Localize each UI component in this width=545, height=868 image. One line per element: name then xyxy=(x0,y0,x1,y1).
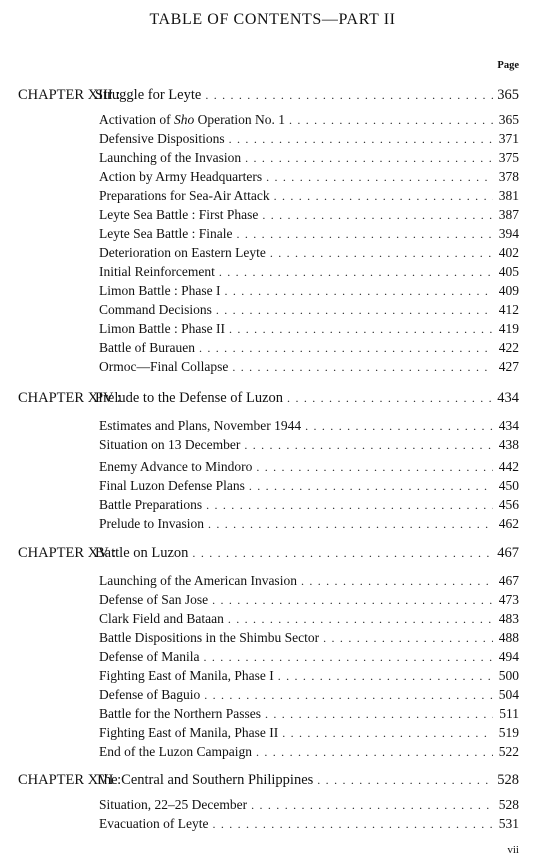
chapter-title: Battle on Luzon xyxy=(95,545,189,561)
entry-page: 467 xyxy=(498,573,519,588)
entry-page: 365 xyxy=(498,112,519,127)
entry-title: Preparations for Sea-Air Attack xyxy=(99,188,270,203)
entry-page: 519 xyxy=(498,725,519,740)
leader-dots xyxy=(192,544,493,562)
entry-page: 419 xyxy=(498,321,519,336)
leader-dots xyxy=(228,610,493,628)
leader-dots xyxy=(270,244,493,262)
entry-title: Launching of the Invasion xyxy=(99,150,242,165)
entry-page: 422 xyxy=(498,340,519,355)
leader-dots xyxy=(206,496,493,514)
entry-title: Enemy Advance to Mindoro xyxy=(99,459,253,474)
entry-title: Deterioration on Eastern Leyte xyxy=(99,245,266,260)
toc-entry xyxy=(99,515,519,533)
entry-title: Command Decisions xyxy=(99,302,212,317)
entry-title: Defense of Baguio xyxy=(99,687,201,702)
leader-dots xyxy=(216,301,493,319)
leader-dots xyxy=(274,187,493,205)
entry-page: 412 xyxy=(498,302,519,317)
leader-dots xyxy=(229,320,493,338)
chapter-heading xyxy=(18,771,519,789)
chapter-number: CHAPTER XVI : xyxy=(18,772,122,788)
leader-dots xyxy=(323,629,493,647)
leader-dots xyxy=(219,263,493,281)
page-column-label: Page xyxy=(497,60,519,71)
entry-title: Prelude to Invasion xyxy=(99,516,204,531)
entry-title: Ormoc—Final Collapse xyxy=(99,359,229,374)
entry-page: 402 xyxy=(498,245,519,260)
toc-entry xyxy=(99,796,519,814)
entry-page: 375 xyxy=(498,150,519,165)
toc-entry xyxy=(99,477,519,495)
chapter-page: 467 xyxy=(497,545,519,561)
entry-page: 381 xyxy=(498,188,519,203)
chapter-page: 365 xyxy=(497,87,519,103)
entry-page: 504 xyxy=(498,687,519,702)
toc-entry xyxy=(99,358,519,376)
chapter-page: 434 xyxy=(497,390,519,406)
leader-dots xyxy=(212,815,493,833)
leader-dots xyxy=(245,149,493,167)
entry-page: 394 xyxy=(498,226,519,241)
entry-title: Battle for the Northern Passes xyxy=(99,706,261,721)
entry-title: Initial Reinforcement xyxy=(99,264,215,279)
chapter-heading xyxy=(18,389,519,407)
leader-dots xyxy=(266,168,493,186)
entry-page: 473 xyxy=(498,592,519,607)
chapter-heading xyxy=(18,86,519,104)
entry-title: Battle Preparations xyxy=(99,497,203,512)
entry-page: 456 xyxy=(498,497,519,512)
leader-dots xyxy=(232,358,493,376)
leader-dots xyxy=(301,572,493,590)
leader-dots xyxy=(236,225,493,243)
leader-dots xyxy=(224,282,493,300)
entry-title: Evacuation of Leyte xyxy=(99,816,209,831)
entry-page: 450 xyxy=(498,478,519,493)
leader-dots xyxy=(265,705,493,723)
entry-title: Battle Dispositions in the Shimbu Sector xyxy=(99,630,320,645)
entry-title: Defense of Manila xyxy=(99,649,200,664)
toc-entry xyxy=(99,591,519,609)
leader-dots xyxy=(251,796,493,814)
leader-dots xyxy=(249,477,493,495)
chapter-number: CHAPTER XIV : xyxy=(18,390,121,406)
toc-entry xyxy=(99,225,519,243)
toc-entry xyxy=(99,417,519,435)
entry-page: 522 xyxy=(498,744,519,759)
entry-title: Estimates and Plans, November 1944 xyxy=(99,418,302,433)
toc-entry xyxy=(99,263,519,281)
entry-page: 488 xyxy=(498,630,519,645)
entry-title: Defense of San Jose xyxy=(99,592,209,607)
toc-entry xyxy=(99,149,519,167)
toc-entry xyxy=(99,187,519,205)
entry-title: Limon Battle : Phase II xyxy=(99,321,225,336)
toc-entry xyxy=(99,436,519,454)
entry-title: Leyte Sea Battle : First Phase xyxy=(99,207,259,222)
entry-title: Fighting East of Manila, Phase II xyxy=(99,725,279,740)
entry-title: End of the Luzon Campaign xyxy=(99,744,252,759)
entry-title: Situation, 22–25 December xyxy=(99,797,248,812)
entry-page: 378 xyxy=(498,169,519,184)
toc-entry xyxy=(99,130,519,148)
entry-page: 371 xyxy=(498,131,519,146)
entry-title: Leyte Sea Battle : Finale xyxy=(99,226,233,241)
toc-entry xyxy=(99,339,519,357)
entry-title: Battle of Burauen xyxy=(99,340,195,355)
leader-dots xyxy=(203,648,493,666)
entry-page: 409 xyxy=(498,283,519,298)
entry-title: Defensive Dispositions xyxy=(99,131,225,146)
toc-entry xyxy=(99,282,519,300)
entry-title: Activation of Sho Operation No. 1 xyxy=(99,112,285,127)
toc-entry xyxy=(99,111,519,129)
entry-title: Final Luzon Defense Plans xyxy=(99,478,245,493)
leader-dots xyxy=(256,743,493,761)
leader-dots xyxy=(305,417,493,435)
toc-entry xyxy=(99,686,519,704)
entry-page: 442 xyxy=(498,459,519,474)
toc-entry xyxy=(99,244,519,262)
entry-page: 405 xyxy=(498,264,519,279)
leader-dots xyxy=(262,206,493,224)
chapter-title: Prelude to the Defense of Luzon xyxy=(95,390,284,406)
chapter-page: 528 xyxy=(497,772,519,788)
toc-entry xyxy=(99,724,519,742)
leader-dots xyxy=(289,111,493,129)
toc-entry xyxy=(99,320,519,338)
entry-page: 434 xyxy=(498,418,519,433)
chapter-title: Struggle for Leyte xyxy=(95,87,202,103)
chapter-heading xyxy=(18,544,519,562)
leader-dots xyxy=(317,771,493,789)
chapter-number: CHAPTER XIII : xyxy=(18,87,121,103)
leader-dots xyxy=(199,339,493,357)
entry-title: Fighting East of Manila, Phase I xyxy=(99,668,274,683)
leader-dots xyxy=(282,724,493,742)
entry-page: 500 xyxy=(498,668,519,683)
entry-page: 483 xyxy=(498,611,519,626)
chapter-title: The Central and Southern Philippines xyxy=(95,772,314,788)
leader-dots xyxy=(205,86,493,104)
toc-entry xyxy=(99,815,519,833)
entry-page: 528 xyxy=(498,797,519,812)
toc-entry xyxy=(99,458,519,476)
entry-page: 462 xyxy=(498,516,519,531)
entry-title: Clark Field and Bataan xyxy=(99,611,224,626)
toc-entry xyxy=(99,705,519,723)
toc-entry xyxy=(99,648,519,666)
entry-title: Limon Battle : Phase I xyxy=(99,283,221,298)
entry-title: Action by Army Headquarters xyxy=(99,169,263,184)
entry-page: 387 xyxy=(498,207,519,222)
entry-page: 427 xyxy=(498,359,519,374)
entry-page: 438 xyxy=(498,437,519,452)
leader-dots xyxy=(229,130,493,148)
entry-title: Situation on 13 December xyxy=(99,437,241,452)
toc-entry xyxy=(99,168,519,186)
page-title: TABLE OF CONTENTS—PART II xyxy=(149,11,396,28)
leader-dots xyxy=(256,458,493,476)
entry-page: 494 xyxy=(498,649,519,664)
toc-entry xyxy=(99,629,519,647)
leader-dots xyxy=(212,591,493,609)
entry-page: 531 xyxy=(498,816,519,831)
toc-entry xyxy=(99,667,519,685)
toc-entry xyxy=(99,496,519,514)
leader-dots xyxy=(278,667,493,685)
chapter-number: CHAPTER XV : xyxy=(18,545,117,561)
leader-dots xyxy=(287,389,493,407)
toc-entry xyxy=(99,572,519,590)
toc-entry xyxy=(99,301,519,319)
toc-entry xyxy=(99,610,519,628)
entry-page: 511 xyxy=(499,706,519,721)
leader-dots xyxy=(204,686,493,704)
toc-entry xyxy=(99,743,519,761)
leader-dots xyxy=(244,436,493,454)
toc-entry xyxy=(99,206,519,224)
page-number: vii xyxy=(507,844,519,856)
entry-title: Launching of the American Invasion xyxy=(99,573,297,588)
leader-dots xyxy=(208,515,493,533)
